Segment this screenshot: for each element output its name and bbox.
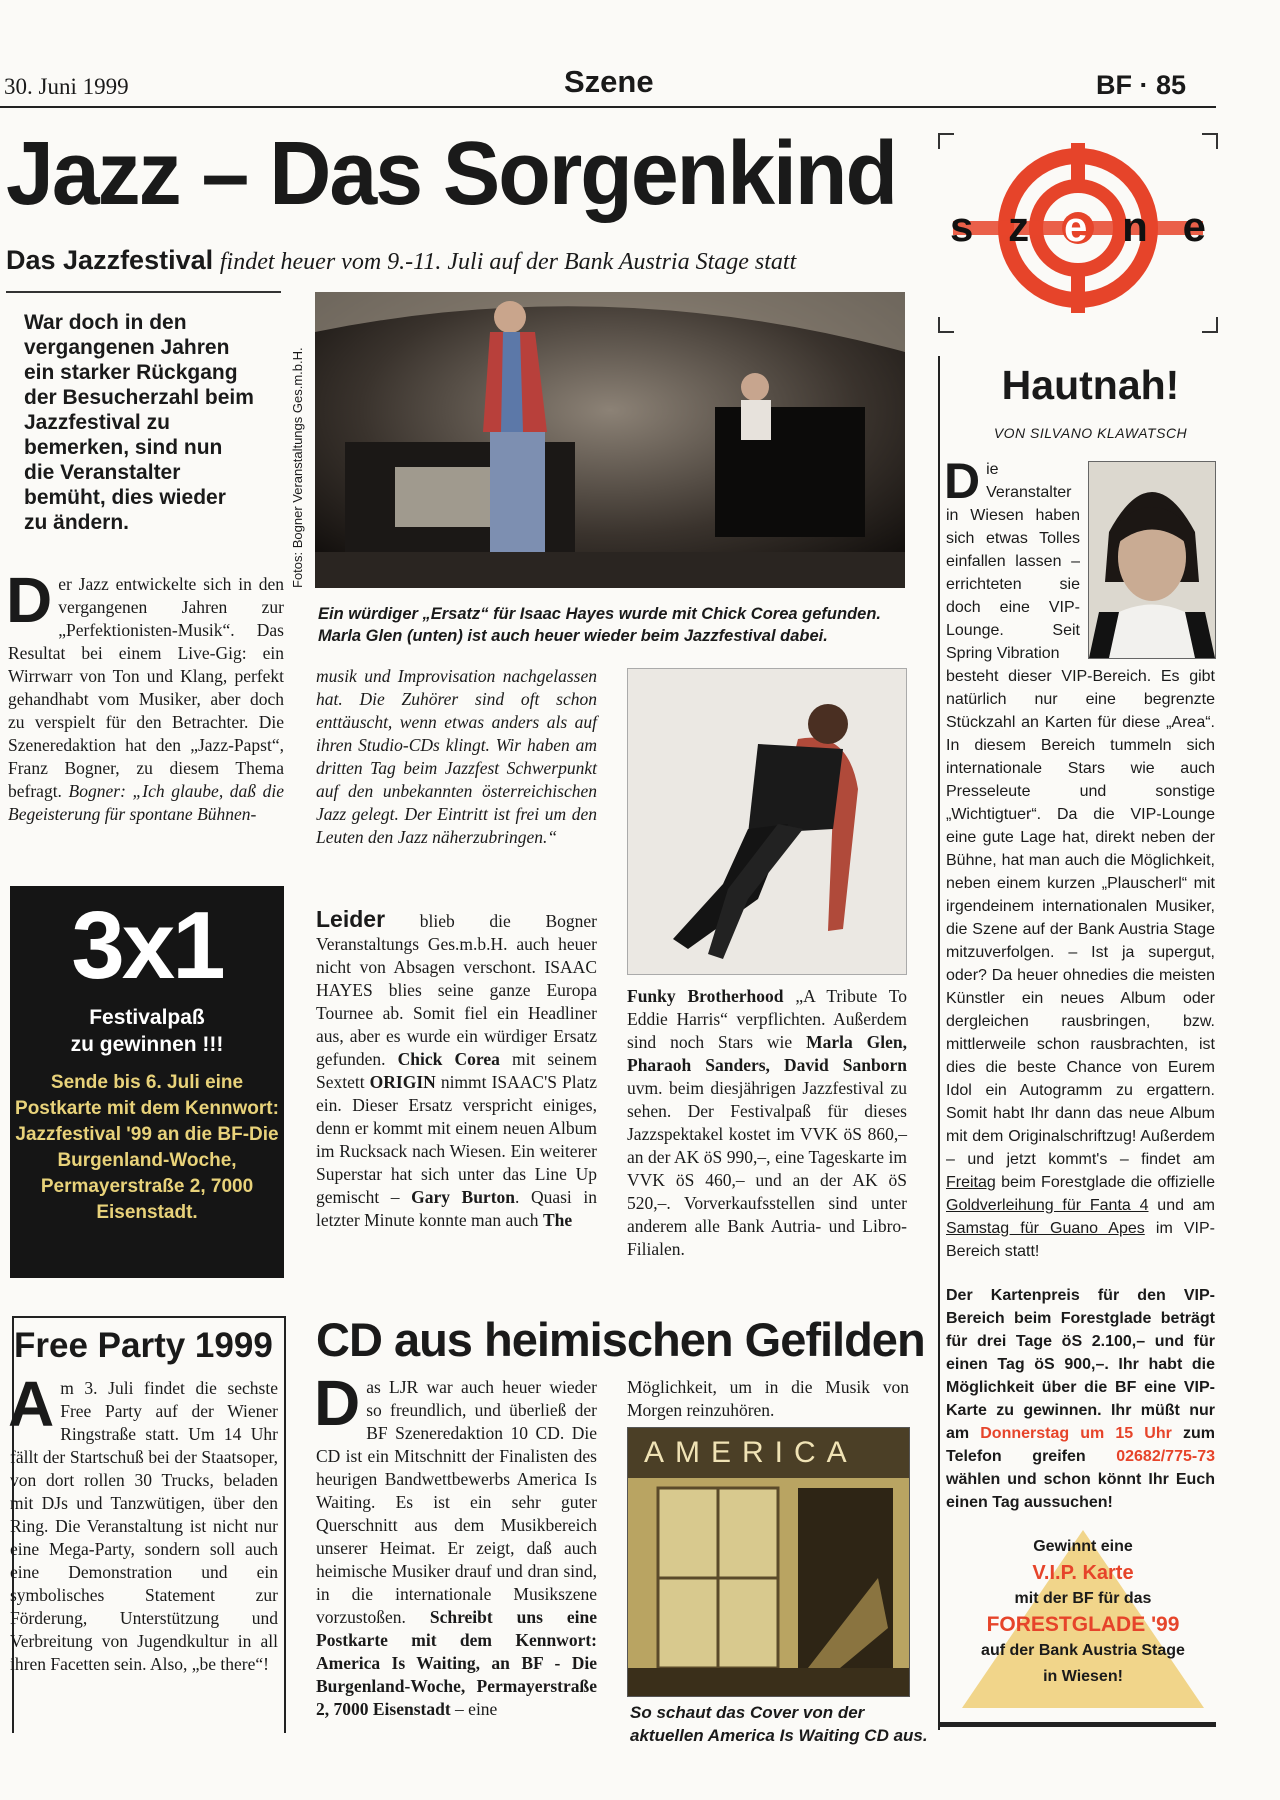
article-body-col2 (316, 908, 597, 1232)
body-text: – eine (450, 1699, 498, 1719)
subhead-rule (6, 291, 281, 293)
sidebar-rule (938, 356, 940, 1730)
sidebar-contest (946, 1284, 1215, 1514)
artist-name: Chick Corea (397, 1049, 500, 1069)
article-body-col2-quote: musik und Improvisation nachgelassen hat. Die Zuhörer sind oft schon enttäuscht, wenn etwas anders als auf ihren Studio-CDs klingt. Wir haben am dritten Tag beim Jazzfest Schwerpunkt auf den unbekannten österreichischen Jazz gelegt. Der Eintritt ist frei um den Leuten den Jazz näherzubringen.“ (316, 666, 597, 847)
vip-triangle-ad (952, 1520, 1214, 1710)
phone-number: 02682/775-73 (1116, 1448, 1215, 1465)
event-highlight: Goldverleihung für Fanta 4 (946, 1197, 1149, 1214)
cd-body-continued: Möglichkeit, um in die Musik von Morgen reinzuhören. (627, 1377, 909, 1420)
tri-line: mit der BF für das (1014, 1590, 1152, 1607)
body-text: und am (1148, 1197, 1216, 1214)
tri-line: auf der Bank Austria Stage (981, 1642, 1185, 1659)
promo-title-line1: Festivalpaß (89, 1006, 205, 1029)
body-text: besteht dieser VIP-Bereich. Es gibt natürlich nur eine begrenzte Stückzahl an Karten für diese „Area“. In diesem Bereich tummeln sich internationale Stars wie auch Presseleute und sonstige „Wichtigtuer“. Da die VIP-Lounge eine gute Lage hat, direkt neben der Bühne, hat man auch die Möglichkeit, neben einem kurzen „Plauscherl“ mit irgendeinem internationalen Musiker, die Szene auf der Bank Austria Stage mitzuverfolgen. – Ist ja supergut, oder? Da heuer ohnedies die meisten Künstler ein neues Album oder dergleichen rausbringen, bzw. mittlerweile schon rausbrachten, ist dies die beste Chance von Eurem Idol ein Autogramm zu ergattern. Somit habt Ihr dann das neue Album mit dem Originalschriftzug! Außerdem – und jetzt kommt's – findet am (946, 668, 1215, 1168)
article-body-col1 (6, 564, 285, 826)
lead-word: Leider (316, 906, 386, 932)
sidebar-headline: Hautnah! (1001, 362, 1180, 408)
crop-corner (938, 133, 954, 149)
artist-names: Marla Glen, Pharaoh Sanders, David Sanborn (627, 1032, 907, 1075)
body-text: blieb die Bogner Veranstaltungs Ges.m.b.H. auch heuer nicht von Absagen verschont. ISAAC HAYES blies seine ganze Europa Tournee ab. Somit fiel ein Headliner aus, aber es wurde ein würdiger Ersatz gefunden. (316, 911, 597, 1069)
tri-highlight: V.I.P. Karte (1032, 1562, 1134, 1584)
free-party-headline: Free Party 1999 (14, 1326, 273, 1365)
artist-name: Gary Burton (411, 1187, 516, 1207)
body-text: Der Kartenpreis für den VIP-Bereich beim Forestglade beträgt für drei Tage öS 2.100,– und für einen Tag öS 900,–. Ihr habt die Möglichkeit über die BF eine VIP-Karte zu gewinnen. Ihr müßt nur am (946, 1287, 1215, 1442)
body-text: nimmt ISAAC'S Platz ein. Dieser Ersatz verspricht einiges, denn er kommt mit einem neuen Album im Rucksack nach Wiesen. Ein weiterer Superstar hat sich unter das Line Up gemischt – (316, 1072, 597, 1207)
cd-caption: So schaut das Cover von der aktuellen America Is Waiting CD aus. (630, 1703, 928, 1745)
header-rule (0, 106, 1216, 108)
logo-letter: n (1122, 203, 1148, 250)
body-text: uvm. beim diesjährigen Jazzfestival zu sehen. Der Festivalpaß für dieses Jazzspektakel kostet im VVK öS 860,– an der AK öS 990,–, eine Tageskarte im VVK öS 460,– und an der AK öS 520,–. Vorverkaufsstellen sind unter anderem alle Bank Autria- und Libro-Filialen. (627, 1078, 907, 1259)
body-text: „A Tribute To Eddie Harris“ verpflichten. Außerdem sind noch Stars wie (627, 986, 907, 1052)
cd-cover-image (627, 1427, 910, 1697)
dropcap: D (6, 564, 53, 636)
body-text: as LJR war auch heuer wieder so freundlich, und überließ der BF Szeneredaktion 10 CD. Die CD ist ein Mitschnitt der Finalisten des heurigen Bandwettbewerbs America Is Waiting. Es ist ein sehr guter Querschnitt aus dem Musikbereich unserer Heimat. Er zeigt, daß auch heimische Musiker drauf und dran sind, in die internationale Musikszene vorzustoßen. (316, 1377, 597, 1627)
tri-line: in Wiesen! (1043, 1668, 1123, 1685)
subheadline-rest: findet heuer vom 9.-11. Juli auf der Bank Austria Stage statt (219, 249, 797, 275)
concert-photo-image (315, 292, 905, 588)
subheadline-lead: Das Jazzfestival (6, 245, 214, 275)
photo-credit: Fotos: Bogner Veranstaltungs Ges.m.b.H. (290, 347, 305, 588)
promo-title (10, 1004, 284, 1058)
band-name: ORIGIN (369, 1072, 436, 1092)
promo-big-text: 3x1 (71, 892, 223, 999)
sidebar-bottom-rule (938, 1722, 1216, 1727)
body-text: m 3. Juli findet die sechste Free Party auf der Wiener Ringstraße statt. Um 14 Uhr fällt der Startschuß bei der Staatsoper, von dort rollen 30 Trucks, beladen mit DJs und Tanzwütigen, über den Ring. Die Veranstaltung ist nicht nur eine Mega-Party, sondern soll auch eine Demonstration und ein symbolisches Statement zur Förderung, Unterstützung und Verbreitung von Jugendkultur in all ihren Facetten sein. Also, „be there“! (10, 1378, 278, 1674)
tri-highlight: FORESTGLADE '99 (986, 1613, 1180, 1636)
logo-letter: e (1063, 203, 1088, 250)
photo-caption: Ein würdiger „Ersatz“ für Isaac Hayes wurde mit Chick Corea gefunden. Marla Glen (unten) ist auch heuer wieder beim Jazzfestival dabei. (318, 605, 881, 645)
szene-logo (938, 133, 1218, 333)
main-headline: Jazz – Das Sorgenkind (6, 122, 896, 224)
quote-intro: Bogner: (68, 781, 126, 801)
author-portrait (1088, 461, 1216, 659)
body-text: wählen und schon könnt Ihr Euch einen Tag aussuchen! (946, 1471, 1215, 1511)
sidebar-byline: VON SILVANO KLAWATSCH (993, 425, 1188, 441)
sidebar-body (946, 665, 1215, 1263)
body-text: mit seinem Sextett (316, 1049, 597, 1092)
crop-corner (1202, 133, 1218, 149)
article-intro: War doch in den vergangenen Jahren ein starker Rückgang der Besucherzahl beim Jazzfestival zu bemerken, sind nun die Veranstalter bemüht, dies wieder zu ändern. (24, 311, 254, 534)
logo-letter: z (1008, 203, 1030, 250)
tri-line: Gewinnt eine (1033, 1538, 1133, 1555)
cd-cover-title: AMERICA (644, 1436, 858, 1469)
body-text: er Jazz entwickelte sich in den vergangenen Jahren zur „Perfektionisten-Musik“. Das Resultat bei einem Live-Gig: ein Wirrwarr von Ton und Klang, perfekt gehandhabt vom Musiker, aber doch zu verspielt für den Betrachter. Die Szeneredaktion hat den „Jazz-Papst“, Franz Bogner, zu diesem Thema befragt. (8, 574, 284, 801)
artist-photo-image (628, 669, 906, 974)
article-body-col3 (627, 985, 907, 1261)
body-text: . Quasi in letzter Minute konnte man auch (316, 1187, 597, 1230)
cd-headline: CD aus heimischen Gefilden (316, 1313, 925, 1366)
promo-body: Sende bis 6. Juli eine Postkarte mit dem Kennwort: Jazzfestival '99 an die BF-Die Burgenland-Woche, Permayerstraße 2, 7000 Eisenstadt. (15, 1072, 279, 1223)
promo-title-line2: zu gewinnen !!! (70, 1033, 224, 1056)
quote-text: „Ich glaube, daß die Begeisterung für spontane Bühnen- (8, 781, 285, 824)
free-party-body (8, 1368, 278, 1676)
author-portrait-image (1089, 462, 1215, 658)
dropcap: D (314, 1367, 361, 1439)
logo-letter: e (1182, 203, 1206, 250)
body-text: im VIP-Bereich statt! (946, 1220, 1216, 1260)
sidebar-body-top (944, 453, 1080, 665)
event-day: Freitag (946, 1174, 996, 1191)
band-name: Funky Brotherhood (627, 986, 784, 1006)
crop-corner (938, 317, 954, 333)
dropcap: A (8, 1368, 55, 1440)
contest-instructions: Schreibt uns eine Postkarte mit dem Kennwort: America Is Waiting, an BF - Die Burgenland-Woche, Permayerstraße 2, 7000 Eisenstadt (316, 1607, 597, 1719)
logo-word (950, 203, 1206, 251)
section-title: Szene (564, 64, 654, 99)
body-text: ie Veranstalter in Wiesen haben sich etwas Tolles einfallen lassen – errichteten sie doch eine VIP-Lounge. Seit Spring Vibration (946, 461, 1080, 662)
band-name: The (542, 1210, 573, 1230)
contest-time: Donnerstag um 15 Uhr (980, 1425, 1172, 1442)
body-text: zum Telefon greifen (946, 1425, 1215, 1465)
crop-corner (1202, 317, 1218, 333)
concert-photo (315, 292, 905, 588)
cd-body (314, 1367, 597, 1721)
body-text: beim Forestglade die offizielle (995, 1174, 1215, 1191)
issue-date: 30. Juni 1999 (4, 74, 129, 99)
event-highlight: Samstag für Guano Apes (946, 1220, 1145, 1237)
contest-promo-box (10, 886, 284, 1278)
artist-photo (627, 668, 907, 975)
page-number: BF · 85 (1096, 70, 1187, 100)
subheadline (6, 245, 796, 276)
dropcap: D (944, 453, 981, 509)
logo-letter: s (950, 203, 974, 250)
